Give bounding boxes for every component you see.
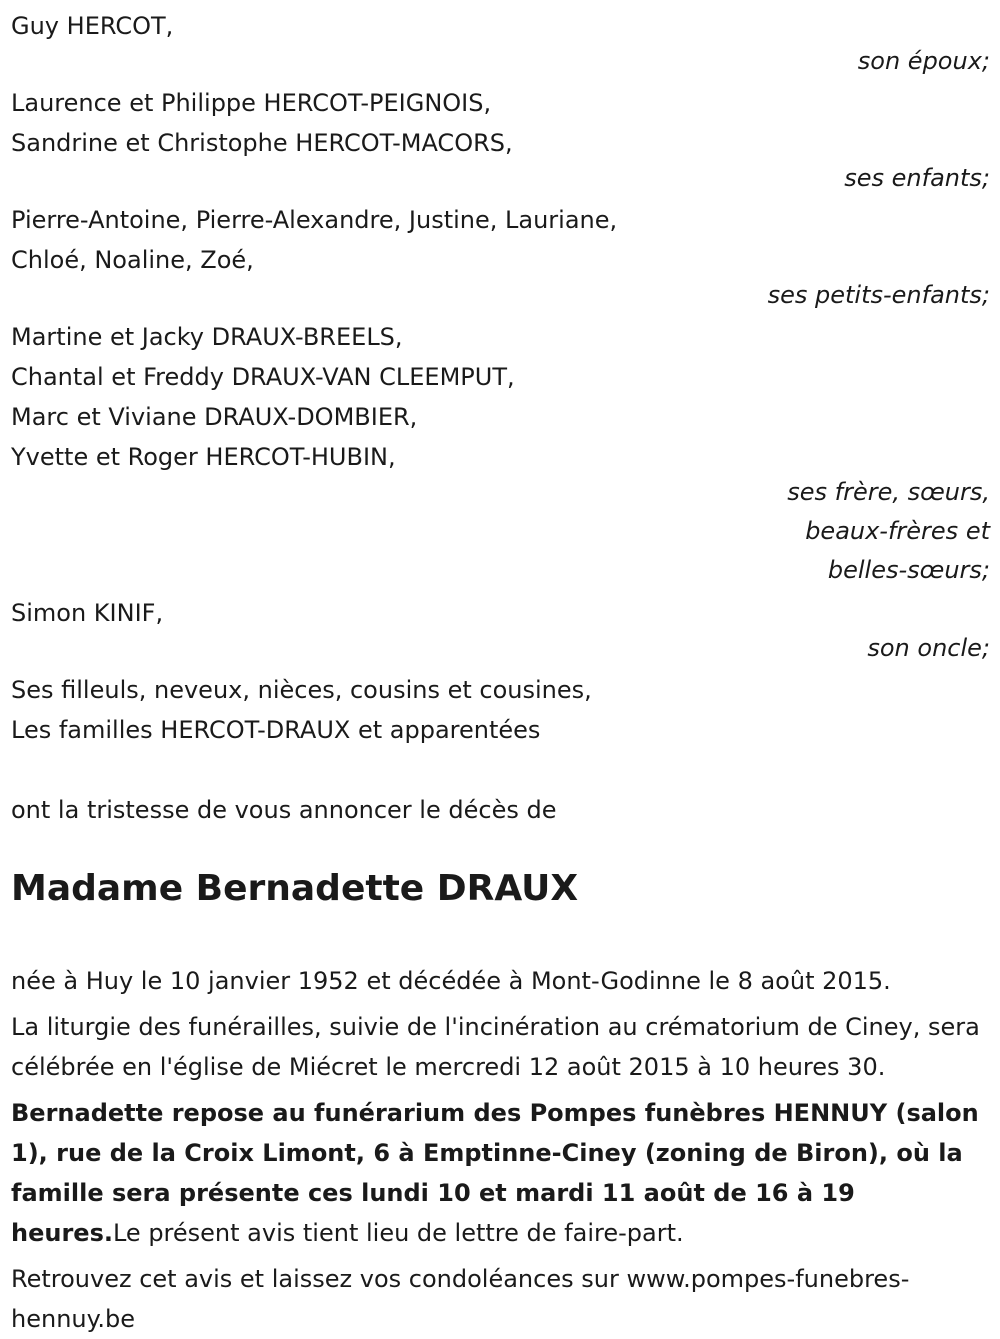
announcement-text: ont la tristesse de vous annoncer le décès de	[11, 796, 557, 824]
family-role: ses petits-enfants;	[767, 281, 990, 309]
family-name-line: Pierre-Antoine, Pierre-Alexandre, Justine, Lauriane,	[11, 206, 618, 234]
family-name-line: Chloé, Noaline, Zoé,	[11, 246, 254, 274]
spacer	[11, 750, 990, 790]
family-name-line: Yvette et Roger HERCOT-HUBIN,	[11, 443, 396, 471]
family-group-children	[11, 83, 990, 197]
family-name-line: Sandrine et Christophe HERCOT-MACORS,	[11, 129, 513, 157]
family-group-siblings	[11, 317, 990, 590]
family-role-line: beaux-frères et	[805, 517, 990, 545]
funerarium-bold-text: Bernadette repose au funérarium des Pompes funèbres HENNUY (salon 1), rue de la Croix Limont, 6 à Emptinne-Ciney (zoning de Biron), où la famille sera présente ces lundi 10 et mardi 11 août de 16 à 19 heures.	[11, 1099, 979, 1247]
extended-family-line: Ses filleuls, neveux, nièces, cousins et cousines,	[11, 676, 592, 704]
family-name-line: Laurence et Philippe HERCOT-PEIGNOIS,	[11, 89, 492, 117]
extended-family	[11, 670, 990, 750]
family-group-grandchildren	[11, 200, 990, 314]
family-role: ses enfants;	[844, 164, 990, 192]
family-name-line: Guy HERCOT,	[11, 12, 174, 40]
family-role-line: belles-sœurs;	[827, 556, 990, 584]
family-name-line: Chantal et Freddy DRAUX-VAN CLEEMPUT,	[11, 363, 515, 391]
family-group-spouse	[11, 6, 990, 80]
family-role: son époux;	[857, 47, 990, 75]
family-name-line: Simon KINIF,	[11, 599, 164, 627]
funerarium-paragraph	[11, 1093, 990, 1253]
family-name-line: Marc et Viviane DRAUX-DOMBIER,	[11, 403, 418, 431]
family-role	[11, 473, 990, 590]
condolences-text: Retrouvez cet avis et laissez vos condoléances sur www.pompes-funebres-hennuy.be	[11, 1265, 910, 1333]
extended-family-line: Les familles HERCOT-DRAUX et apparentées	[11, 716, 541, 744]
birth-death-text: née à Huy le 10 janvier 1952 et décédée à Mont-Godinne le 8 août 2015.	[11, 967, 891, 995]
family-role: son oncle;	[867, 634, 990, 662]
family-group-uncle	[11, 593, 990, 667]
liturgy-text: La liturgie des funérailles, suivie de l'incinération au crématorium de Ciney, sera célébrée en l'église de Miécret le mercredi 12 août 2015 à 10 heures 30.	[11, 1013, 980, 1081]
funerarium-rest-text: Le présent avis tient lieu de lettre de faire-part.	[112, 1219, 684, 1247]
family-role-line: ses frère, sœurs,	[787, 478, 990, 506]
deceased-name: Madame Bernadette DRAUX	[11, 868, 579, 909]
family-name-line: Martine et Jacky DRAUX-BREELS,	[11, 323, 403, 351]
